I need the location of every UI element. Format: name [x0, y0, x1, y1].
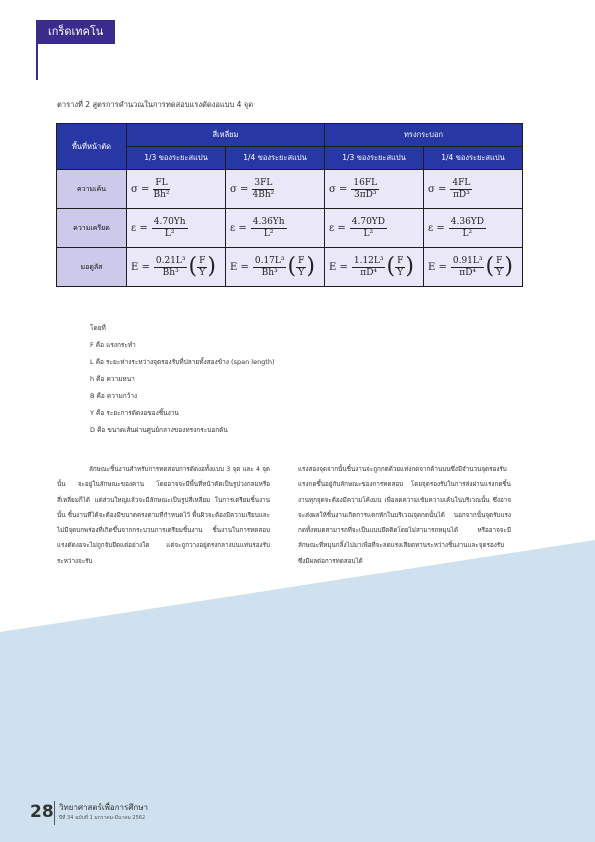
paren-fraction — [287, 256, 314, 279]
row-label: ความเครียด — [57, 209, 127, 248]
fraction — [251, 217, 287, 240]
formula-lhs: ε = — [230, 222, 247, 234]
fraction — [352, 256, 386, 279]
fraction-numerator: 0.91L³ — [452, 255, 483, 266]
table-corner-header: พื้นที่หน้าตัด — [57, 124, 127, 170]
fraction-denominator: Bh³ — [261, 267, 278, 278]
subheader: 1/4 ของระยะสแปน — [226, 147, 325, 170]
fraction — [351, 178, 379, 201]
open-paren: ( — [188, 254, 198, 279]
fraction-numerator: 0.21L³ — [155, 255, 186, 266]
formula — [127, 256, 225, 279]
fraction-denominator: Y — [298, 267, 305, 278]
fraction-denominator: L² — [363, 228, 374, 239]
publication-issue: ปีที่ 34 ฉบับที่ 1 มกราคม-มีนาคม 2562 — [59, 815, 146, 821]
formula-cell — [325, 170, 424, 209]
fraction-denominator: πD⁴ — [459, 267, 477, 278]
open-paren: ( — [287, 254, 297, 279]
formula-lhs: E = — [329, 261, 348, 273]
formula-cell — [127, 248, 226, 287]
group-header-rect: สี่เหลี่ยม — [127, 124, 325, 147]
legend-item: F คือ แรงกระทำ — [90, 341, 136, 349]
fraction-numerator: 0.17L³ — [254, 255, 285, 266]
fraction — [253, 256, 287, 279]
formula-lhs: σ = — [230, 183, 249, 195]
fraction — [450, 178, 472, 201]
fraction — [451, 256, 485, 279]
open-paren: ( — [386, 254, 396, 279]
fraction-numerator: F — [298, 255, 305, 266]
formula-lhs: ε = — [131, 222, 148, 234]
formula — [325, 217, 423, 240]
fraction-numerator: F — [397, 255, 404, 266]
formula-cell — [226, 248, 325, 287]
fraction-denominator: Y — [199, 267, 206, 278]
fraction-denominator: 3πD³ — [354, 189, 377, 200]
close-paren: ) — [504, 254, 513, 279]
fraction-numerator: 4.70YD — [351, 216, 385, 227]
fraction — [152, 217, 188, 240]
publication-title: วิทยาศาสตร์เพื่อการศึกษา — [59, 803, 149, 812]
formula — [424, 256, 522, 279]
fraction-denominator: πD⁴ — [360, 267, 378, 278]
formula-cell — [424, 170, 523, 209]
formula-row — [57, 209, 523, 248]
legend-item: Y คือ ระยะการดัดงอของชิ้นงาน — [90, 409, 179, 417]
formula — [424, 178, 522, 201]
formula-cell — [127, 170, 226, 209]
fraction-numerator: 4.36Yh — [252, 216, 285, 227]
paren-fraction — [188, 256, 215, 279]
page-number: 28 — [30, 802, 54, 822]
fraction-denominator: Y — [496, 267, 503, 278]
fraction-numerator: 4.36YD — [450, 216, 484, 227]
legend-item: D คือ ขนาดเส้นผ่านศูนย์กลางของทรงกระบอกตัน — [90, 426, 228, 434]
row-label: ความเค้น — [57, 170, 127, 209]
subheader: 1/3 ของระยะสแปน — [127, 147, 226, 170]
formula-lhs: ε = — [329, 222, 346, 234]
open-paren: ( — [485, 254, 495, 279]
fraction — [252, 178, 274, 201]
formula-lhs: E = — [131, 261, 150, 273]
variable-legend — [90, 320, 275, 439]
fraction-denominator: πD³ — [452, 189, 470, 200]
footer-divider — [54, 801, 55, 825]
formula — [226, 217, 324, 240]
paren-fraction — [386, 256, 413, 279]
formula-lhs: σ = — [131, 183, 150, 195]
close-paren: ) — [405, 254, 414, 279]
formula-lhs: E = — [230, 261, 249, 273]
fraction — [350, 217, 387, 240]
formula-cell — [127, 209, 226, 248]
fraction-numerator: 4.70Yh — [153, 216, 186, 227]
formula-lhs: σ = — [428, 183, 447, 195]
fraction-denominator: L² — [263, 228, 274, 239]
subheader: 1/4 ของระยะสแปน — [424, 147, 523, 170]
formula-table-body — [57, 170, 523, 287]
fraction-numerator: F — [496, 255, 503, 266]
fraction-denominator: 4Bh² — [252, 189, 275, 200]
fraction — [197, 256, 207, 279]
formula — [325, 178, 423, 201]
fraction — [154, 256, 188, 279]
formula-table — [56, 123, 523, 287]
formula-cell — [226, 170, 325, 209]
group-header-cyl: ทรงกระบอก — [325, 124, 523, 147]
legend-item: B คือ ความกว้าง — [90, 392, 138, 400]
formula-row — [57, 248, 523, 287]
table-caption: ตารางที่ 2 สูตรการคำนวณในการทดสอบแรงดัดงอแบบ 4 จุด — [57, 100, 254, 109]
fraction — [449, 217, 486, 240]
formula-row — [57, 170, 523, 209]
fraction-numerator: 16FL — [353, 177, 378, 188]
formula-cell — [424, 209, 523, 248]
body-column-right: แรงสองจุดจากนั้นชิ้นงานจะถูกกดด้วยแท่งกดจากด้านบนซึ่งมีจำนวนจุดรองรับแรงกดขึ้นอยู่กับลักษณะของการทดสอบ โดยจุดรองรับในการส่งผ่านแรงกดชิ้นงานทุกจุดจะต้องมีความโค้งมน เพื่อลดความเข้มความเค้นในบริเวณนั้น ซึ่งอาจจะส่งผลให้ชิ้นงานเกิดการแตกหักในบริเวณจุดกดนั้นได้ นอกจากนั้นจุดรับแรงกดทั้งหมดสามารถที่จะเป็นแบบยึดติดโดยไม่สามารถหมุนได้ หรืออาจจะมีลักษณะที่หมุนกลิ้งไปมาเพื่อที่จะลดแรงเสียดทานระหว่างชิ้นงานและจุดรองรับ ซึ่งมีผลต่อการทดสอบได้ — [298, 466, 511, 565]
formula-lhs: E = — [428, 261, 447, 273]
fraction — [494, 256, 504, 279]
legend-item: h คือ ความหนา — [90, 375, 135, 383]
fraction — [153, 178, 169, 201]
body-column-left: ลักษณะชิ้นงานสำหรับการทดสอบการดัดงอทั้งแบบ 3 จุด และ 4 จุดนั้น จะอยู่ในลักษณะของคาน โดยอาจจะมีพื้นที่หน้าตัดเป็นรูปวงกลมหรือสี่เหลี่ยมก็ได้ แต่ส่วนใหญ่แล้วจะมีลักษณะเป็นรูปสี่เหลี่ยม ในการเตรียมชิ้นงานนั้น ชิ้นงานที่ได้จะต้องมีขนาดตรงตามที่กำหนดไว้ พื้นผิวจะต้องมีความเรียบและไม่มีจุดบกพร่องที่เกิดขึ้นจากกระบวนการเตรียมชิ้นงาน ชิ้นงานในการทดสอบแรงดัดงอจะไม่ถูกจับยึดแต่อย่างใด แต่จะถูกวางอยู่ตรงกลางบนแท่นรองรับระหว่างจะรับ — [57, 466, 270, 565]
formula-cell — [424, 248, 523, 287]
formula-cell — [325, 248, 424, 287]
section-tag: เกร็ดเทคโน — [36, 20, 115, 44]
legend-heading: โดยที่ — [90, 324, 106, 332]
formula — [226, 178, 324, 201]
close-paren: ) — [207, 254, 216, 279]
fraction-denominator: Bh³ — [162, 267, 179, 278]
formula — [325, 256, 423, 279]
fraction-numerator: 1.12L³ — [353, 255, 384, 266]
fraction-numerator: FL — [155, 177, 168, 188]
paren-fraction — [485, 256, 512, 279]
formula — [226, 256, 324, 279]
fraction-denominator: L² — [164, 228, 175, 239]
formula-lhs: ε = — [428, 222, 445, 234]
formula-cell — [226, 209, 325, 248]
fraction-numerator: 3FL — [254, 177, 273, 188]
subheader: 1/3 ของระยะสแปน — [325, 147, 424, 170]
fraction — [296, 256, 306, 279]
formula — [127, 217, 225, 240]
close-paren: ) — [306, 254, 315, 279]
fraction-denominator: L² — [462, 228, 473, 239]
legend-item: L คือ ระยะห่างระหว่างจุดรองรับที่ปลายทั้งสองข้าง (span length) — [90, 358, 275, 366]
fraction-denominator: Bh² — [153, 189, 170, 200]
formula-cell — [325, 209, 424, 248]
formula-lhs: σ = — [329, 183, 348, 195]
formula — [127, 178, 225, 201]
fraction-denominator: Y — [397, 267, 404, 278]
fraction-numerator: 4FL — [452, 177, 471, 188]
section-tag-line — [36, 44, 38, 80]
formula — [424, 217, 522, 240]
fraction — [395, 256, 405, 279]
fraction-numerator: F — [199, 255, 206, 266]
row-label: มอดูลัส — [57, 248, 127, 287]
